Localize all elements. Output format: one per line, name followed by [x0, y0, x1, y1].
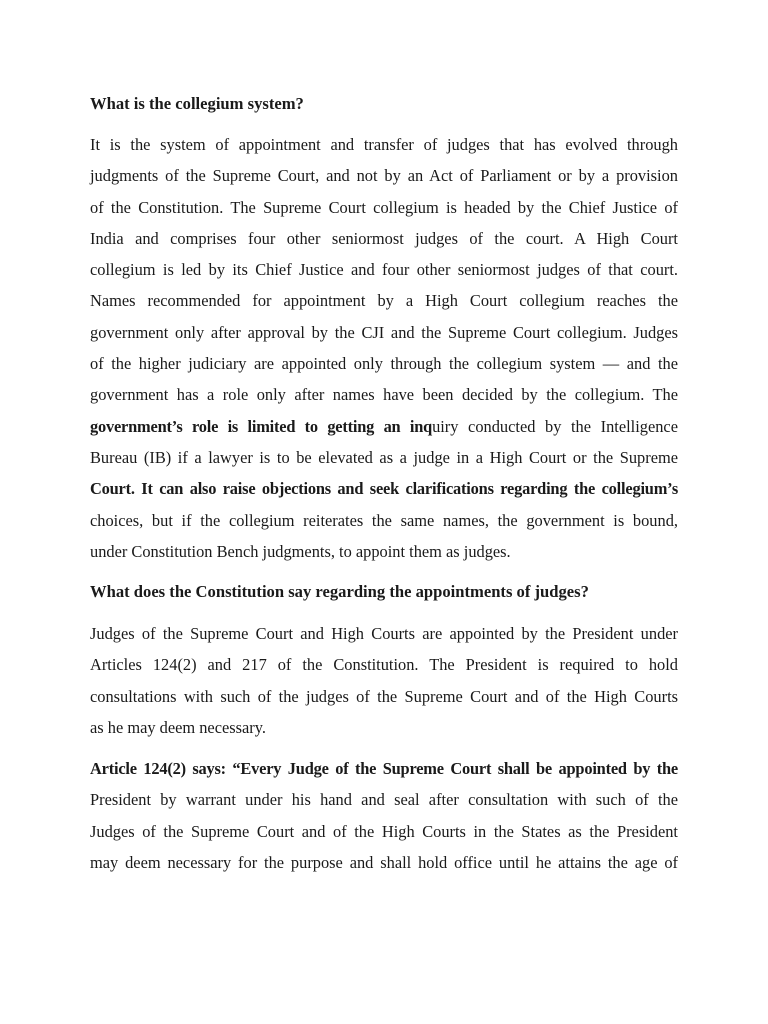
text-line: choices, but if the collegium reiterates the same names, the government is bound,: [90, 510, 678, 530]
text-line: may deem necessary for the purpose and shall hold office until he attains the age of: [90, 852, 678, 872]
text-line: Bureau (IB) if a lawyer is to be elevated as a judge in a High Court or the Supreme: [90, 447, 678, 467]
text-line: Names recommended for appointment by a High Court collegium reaches the: [90, 291, 678, 311]
text-line: Articles 124(2) and 217 of the Constitution. The President is required to hold: [90, 655, 678, 675]
bold-text-line: Court. It can also raise objections and seek clarifications regarding the collegium’s: [90, 479, 678, 499]
text-line: President by warrant under his hand and seal after consultation with such of the: [90, 790, 678, 810]
heading-constitution-appointments: What does the Constitution say regarding the appointments of judges?: [90, 582, 589, 601]
text-line: consultations with such of the judges of the Supreme Court and of the High Courts: [90, 686, 678, 706]
text-line: of the higher judiciary are appointed only through the collegium system — and the: [90, 354, 678, 374]
paragraph-article-124: [90, 759, 678, 884]
text-line: [90, 417, 678, 448]
text-line: It is the system of appointment and transfer of judges that has evolved through: [90, 135, 678, 154]
text-run: uiry conducted by the Intelligence: [432, 416, 678, 436]
text-line: government only after approval by the CJI and the Supreme Court collegium. Judges: [90, 322, 678, 342]
text-line: government has a role only after names have been decided by the collegium. The: [90, 385, 678, 405]
text-line: collegium is led by its Chief Justice and four other seniormost judges of that court.: [90, 260, 678, 280]
text-line: judgments of the Supreme Court, and not by an Act of Parliament or by a provision: [90, 166, 678, 186]
text-line: Judges of the Supreme Court and High Courts are appointed by the President under: [90, 624, 678, 643]
bold-text-line: Article 124(2) says: “Every Judge of the Supreme Court shall be appointed by the: [90, 759, 678, 778]
text-line: of the Constitution. The Supreme Court collegium is headed by the Chief Justice of: [90, 197, 678, 217]
text-line: under Constitution Bench judgments, to appoint them as judges.: [90, 541, 511, 561]
heading-collegium-system: What is the collegium system?: [90, 94, 304, 113]
text-line: India and comprises four other seniormost judges of the court. A High Court: [90, 228, 678, 248]
text-line: Judges of the Supreme Court and of the High Courts in the States as the President: [90, 821, 678, 841]
paragraph-appointment-by-president: [90, 624, 678, 749]
paragraph-collegium-definition: [90, 135, 678, 573]
text-line: as he may deem necessary.: [90, 717, 266, 737]
bold-text-run: government’s role is limited to getting an inq: [90, 416, 433, 436]
